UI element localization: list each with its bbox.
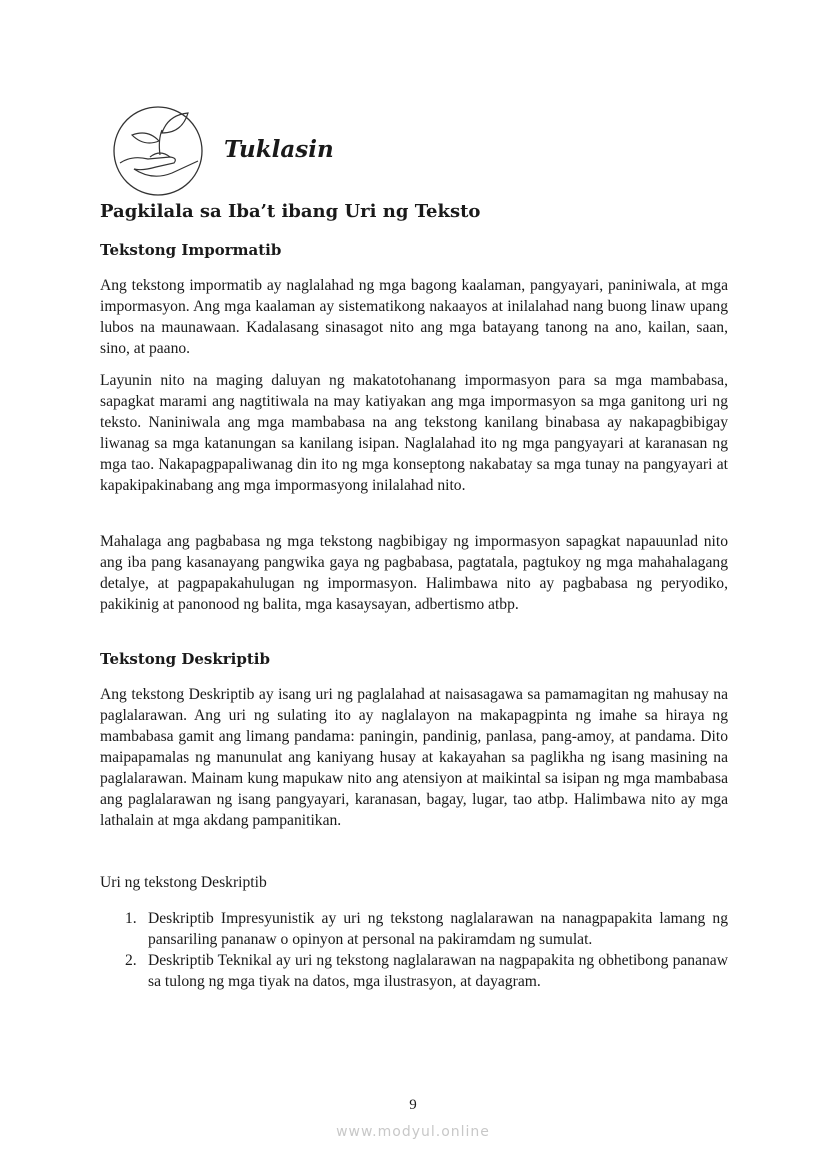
informatib-paragraph-2: Layunin nito na maging daluyan ng makatotohanang impormasyon para sa mga mambabasa, sapagkat marami ang nagtitiwala na may katiyakan ang mga impormasyon sa mga ganitong uri ng teksto. Naniniwala ang mga mambabasa na ang tekstong kanilang binabasa ay nakapagbibigay liwanag sa mga katanungan sa kanilang isipan. Naglalahad ito ng mga pangyayari at karanasan ng mga tao. Nakapagpapaliwanag din ito ng mga konseptong nakabatay sa mga tunay na pangyayari at kapakipakinabang ang mga impormasyong inilalahad nito. [100, 372, 728, 494]
list-item [100, 908, 728, 950]
list-intro: Uri ng tekstong Deskriptib [100, 874, 267, 891]
list-item [100, 950, 728, 992]
deskriptib-heading: Tekstong Deskriptib [100, 650, 270, 668]
list-number: 2. [125, 952, 137, 969]
informatib-paragraph-1: Ang tekstong impormatib ay naglalahad ng mga bagong kaalaman, pangyayari, paniniwala, at mga impormasyon. Ang mga kaalaman ay sistematikong nakaayos at inilalahad nang buong linaw upang lubos na maunawaan. Kadalasang sinasagot nito ang mga batayang tanong na ano, kailan, saan, sino, at paano. [100, 277, 728, 357]
informatib-paragraph-3: Mahalaga ang pagbabasa ng mga tekstong nagbibigay ng impormasyon sapagkat napauunlad nito ang iba pang kasanayang pangwika gaya ng pagbabasa, pagtatala, pagtukoy ng mga mahahalagang detalye, at pagpapakahulugan ng impormasyon. Halimbawa nito ay pagbabasa ng peryodiko, pakikinig at panonood ng balita, mga kasaysayan, adbertismo atbp. [100, 533, 728, 613]
section-title: Tuklasin [224, 136, 334, 163]
deskriptib-paragraph: Ang tekstong Deskriptib ay isang uri ng paglalahad at naisasagawa sa pamamagitan ng mahusay na paglalarawan. Ang uri ng sulating ito ay naglalayon na makapagpinta ng imahe sa hiraya ng mambabasa gamit ang limang pandama: paningin, pandinig, panlasa, pang-amoy, at pandama. Dito maipapamalas ng manunulat ang kaniyang husay at kakayahan sa paglikha ng isang masining na paglalarawan. Mainam kung mapukaw nito ang atensiyon at maikintal sa isipan ng mga mambabasa ang paglalarawan ng isang pangyayari, karanasan, bagay, lugar, tao atbp. Halimbawa nito ay mga lathalain at mga akdang pampanitikan. [100, 686, 728, 829]
plant-in-hand-icon [112, 105, 204, 197]
list-text: Deskriptib Teknikal ay uri ng tekstong naglalarawan na nagpapakita ng obhetibong pananaw sa tulong ng mga tiyak na datos, mga ilustrasyon, at dayagram. [148, 952, 728, 990]
informatib-heading: Tekstong Impormatib [100, 241, 282, 259]
page-number: 9 [409, 1097, 417, 1113]
watermark: www.modyul.online [336, 1124, 490, 1140]
page-heading: Pagkilala sa Iba’t ibang Uri ng Teksto [100, 201, 481, 222]
deskriptib-types-list [100, 908, 728, 992]
list-text: Deskriptib Impresyunistik ay uri ng tekstong naglalarawan na nanagpapakita lamang ng pansariling pananaw o opinyon at personal na pakiramdam ng sumulat. [148, 910, 728, 948]
list-number: 1. [125, 910, 137, 927]
